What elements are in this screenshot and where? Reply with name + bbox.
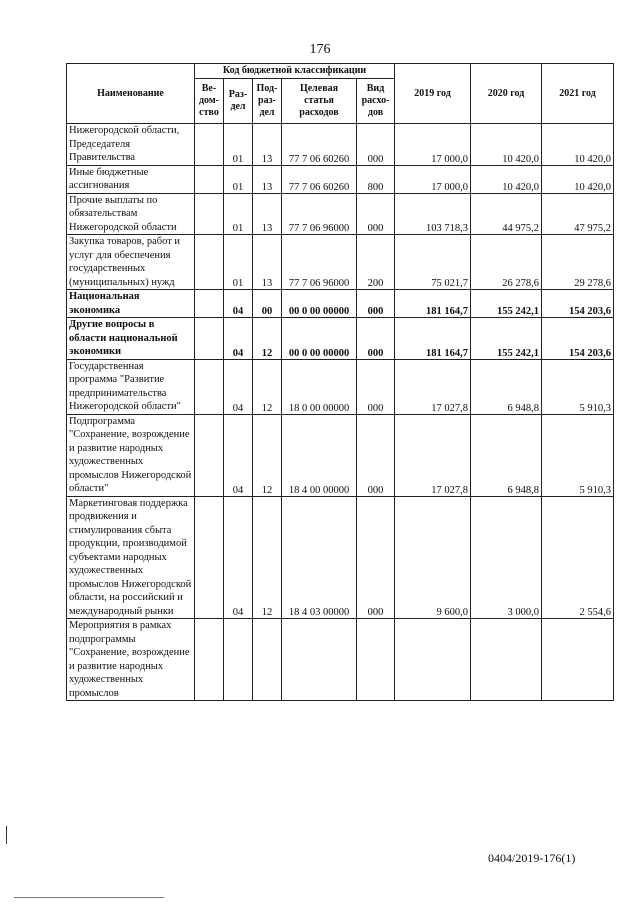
cell-ved [195,193,224,235]
cell-razdel [224,619,253,701]
cell-y2019: 17 027,8 [395,414,471,496]
cell-y2021: 29 278,6 [542,235,614,290]
cell-vid: 000 [357,124,395,166]
document-code: 0404/2019-176(1) [488,851,576,865]
cell-ved [195,235,224,290]
cell-y2021: 5 910,3 [542,359,614,414]
header-name: Наименование [67,64,195,124]
cell-tselevaya: 18 4 03 00000 [282,496,357,619]
cell-vid: 000 [357,359,395,414]
cell-vid: 800 [357,165,395,193]
cell-razdel: 01 [224,235,253,290]
cell-y2019 [395,619,471,701]
cell-y2019: 9 600,0 [395,496,471,619]
header-2019: 2019 год [395,64,471,124]
table-body [67,124,614,701]
cell-y2019: 17 027,8 [395,359,471,414]
cell-y2020: 10 420,0 [471,165,542,193]
cell-podrazdel: 12 [253,359,282,414]
cell-razdel: 01 [224,193,253,235]
cell-name: Закупка товаров, работ и услуг для обеспечения государственных (муниципальных) нужд [67,235,195,290]
cell-razdel: 04 [224,414,253,496]
cell-ved [195,290,224,318]
header-vedomstvo: Ве-дом-ство [195,79,224,124]
cell-podrazdel: 12 [253,414,282,496]
cell-y2020: 155 242,1 [471,290,542,318]
table-row [67,619,614,701]
cell-tselevaya: 77 7 06 60260 [282,165,357,193]
cell-podrazdel: 13 [253,193,282,235]
cell-y2019: 17 000,0 [395,165,471,193]
cell-razdel: 04 [224,359,253,414]
cell-tselevaya: 00 0 00 00000 [282,318,357,360]
budget-table [66,63,614,701]
cell-vid: 000 [357,496,395,619]
cell-y2020: 6 948,8 [471,359,542,414]
cell-podrazdel: 12 [253,318,282,360]
cell-tselevaya: 77 7 06 60260 [282,124,357,166]
table-row [67,235,614,290]
cell-vid: 000 [357,193,395,235]
cell-podrazdel: 12 [253,496,282,619]
cell-y2021: 47 975,2 [542,193,614,235]
cell-y2020: 10 420,0 [471,124,542,166]
cell-y2021: 154 203,6 [542,318,614,360]
cell-name: Иные бюджетные ассигнования [67,165,195,193]
cell-ved [195,124,224,166]
cell-vid: 000 [357,290,395,318]
cell-vid: 200 [357,235,395,290]
cell-ved [195,318,224,360]
table-row [67,165,614,193]
cell-y2019: 181 164,7 [395,290,471,318]
cell-vid: 000 [357,414,395,496]
cell-name: Нижегородской области, Председателя Правительства [67,124,195,166]
cell-name: Прочие выплаты по обязательствам Нижегородской области [67,193,195,235]
cell-podrazdel: 00 [253,290,282,318]
table-row [67,290,614,318]
cell-y2020 [471,619,542,701]
cell-ved [195,165,224,193]
header-2021: 2021 год [542,64,614,124]
bottom-rule [14,897,164,898]
cell-podrazdel: 13 [253,165,282,193]
cell-y2019: 75 021,7 [395,235,471,290]
cell-name: Другие вопросы в области национальной экономики [67,318,195,360]
cell-podrazdel: 13 [253,235,282,290]
cell-ved [195,359,224,414]
cell-y2020: 6 948,8 [471,414,542,496]
header-2020: 2020 год [471,64,542,124]
table-row [67,496,614,619]
table-row [67,124,614,166]
table-row [67,193,614,235]
cell-ved [195,496,224,619]
cell-y2021 [542,619,614,701]
cell-razdel: 04 [224,290,253,318]
cell-ved [195,414,224,496]
cell-tselevaya: 18 0 00 00000 [282,359,357,414]
header-razdel: Раз-дел [224,79,253,124]
cell-y2021: 10 420,0 [542,165,614,193]
cell-y2019: 17 000,0 [395,124,471,166]
cell-y2020: 155 242,1 [471,318,542,360]
cell-y2019: 181 164,7 [395,318,471,360]
header-vid: Вид расхо-дов [357,79,395,124]
cell-y2020: 44 975,2 [471,193,542,235]
cell-ved [195,619,224,701]
cell-name: Маркетинговая поддержка продвижения и стимулирования сбыта продукции, производимой субъектами народных художественных промыслов Нижегородской области, на российский и международный рынки [67,496,195,619]
cell-y2021: 5 910,3 [542,414,614,496]
cell-razdel: 04 [224,318,253,360]
cell-razdel: 01 [224,165,253,193]
table-row [67,414,614,496]
cell-y2020: 26 278,6 [471,235,542,290]
cell-y2021: 2 554,6 [542,496,614,619]
cell-vid [357,619,395,701]
table-row [67,318,614,360]
header-classification-group: Код бюджетной классификации [195,64,395,79]
cell-name: Национальная экономика [67,290,195,318]
table-row [67,359,614,414]
margin-mark [6,826,7,844]
cell-tselevaya: 77 7 06 96000 [282,235,357,290]
cell-y2020: 3 000,0 [471,496,542,619]
cell-podrazdel [253,619,282,701]
cell-tselevaya: 00 0 00 00000 [282,290,357,318]
cell-podrazdel: 13 [253,124,282,166]
header-tselevaya: Целевая статья расходов [282,79,357,124]
cell-tselevaya [282,619,357,701]
cell-y2021: 154 203,6 [542,290,614,318]
header-podrazdel: Под-раз-дел [253,79,282,124]
cell-y2021: 10 420,0 [542,124,614,166]
cell-name: Подпрограмма "Сохранение, возрождение и развитие народных художественных промыслов Нижегородской области" [67,414,195,496]
cell-tselevaya: 77 7 06 96000 [282,193,357,235]
cell-razdel: 01 [224,124,253,166]
cell-tselevaya: 18 4 00 00000 [282,414,357,496]
cell-y2019: 103 718,3 [395,193,471,235]
page-number: 176 [309,42,331,57]
cell-name: Мероприятия в рамках подпрограммы "Сохранение, возрождение и развитие народных художественных промыслов [67,619,195,701]
cell-razdel: 04 [224,496,253,619]
cell-vid: 000 [357,318,395,360]
cell-name: Государственная программа "Развитие предпринимательства Нижегородской области" [67,359,195,414]
